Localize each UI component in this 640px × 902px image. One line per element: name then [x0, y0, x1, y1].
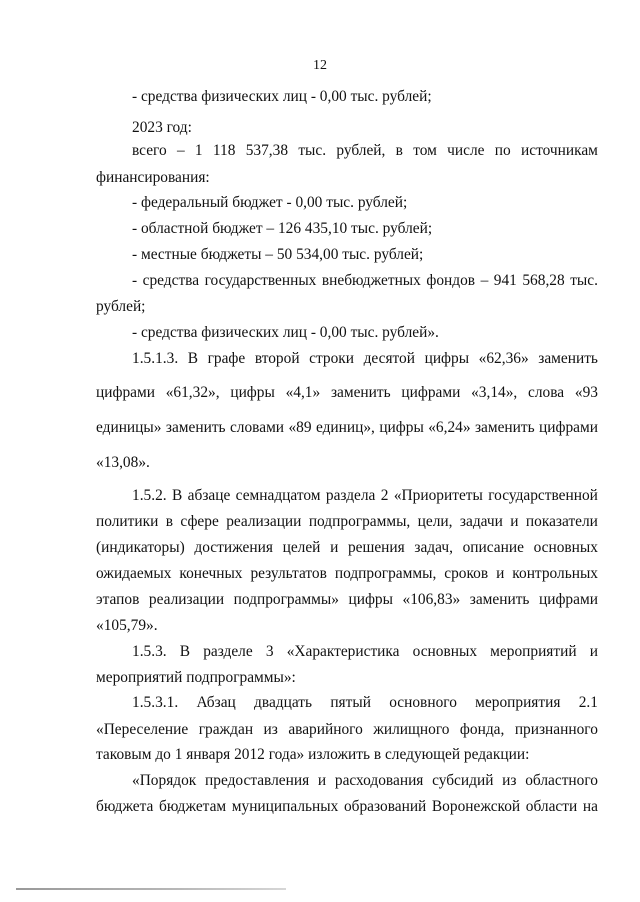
word: 118: [212, 142, 236, 159]
word: заменить: [474, 419, 535, 436]
word: тыс.: [570, 272, 598, 289]
word: бюджета: [96, 798, 154, 815]
text-line: 2023 год:: [132, 119, 192, 136]
word: -: [132, 272, 138, 289]
word: показатели: [525, 513, 598, 530]
word: 1.5.2.: [132, 487, 167, 504]
word: аварийного: [288, 721, 363, 738]
word: государственной: [488, 487, 598, 504]
word: подпрограммы,: [334, 565, 437, 582]
word: цифры: [424, 350, 470, 367]
word: заменить: [538, 350, 598, 367]
word: по: [494, 142, 511, 159]
text-line: [96, 564, 598, 584]
word: «Порядок: [132, 772, 197, 789]
word: задач,: [414, 539, 453, 556]
word: области: [525, 798, 578, 815]
word: Воронежской: [431, 798, 521, 815]
word: решения: [347, 539, 405, 556]
word: «6,24»: [428, 419, 471, 436]
word: семнадцатом: [235, 487, 321, 504]
text-line: [132, 486, 598, 506]
text-line: рублей;: [96, 298, 146, 315]
text-line: «105,79».: [96, 617, 158, 634]
word: субсидий: [432, 772, 494, 789]
word: основных: [533, 539, 598, 556]
word: цифрами: [96, 384, 155, 401]
word: основных: [412, 643, 478, 660]
word: цифры: [379, 419, 424, 436]
word: «4,1»: [285, 384, 321, 401]
word: описание: [462, 539, 524, 556]
word: рублей,: [336, 142, 386, 159]
word: конечных: [179, 565, 243, 582]
word: предоставления: [205, 772, 310, 789]
text-line: [132, 693, 598, 713]
text-line: [96, 590, 598, 610]
text-line: [132, 141, 598, 161]
word: целей: [282, 539, 321, 556]
word: Абзац: [196, 694, 236, 711]
word: В: [179, 643, 191, 660]
word: числе: [447, 142, 485, 159]
word: графе: [207, 350, 246, 367]
word: фондов: [426, 272, 476, 289]
word: государственных: [204, 272, 317, 289]
word: цифрами: [538, 591, 598, 608]
word: «62,36»: [478, 350, 529, 367]
word: средства: [142, 272, 200, 289]
text-line: [96, 418, 598, 438]
text-line: - средства физических лиц - 0,00 тыс. рублей;: [132, 88, 432, 105]
word: цифры: [230, 384, 275, 401]
word: слова: [528, 384, 565, 401]
word: раздела: [325, 487, 376, 504]
word: на: [582, 798, 598, 815]
word: том: [413, 142, 437, 159]
word: «93: [574, 384, 598, 401]
word: «89: [288, 419, 312, 436]
word: цифрами: [539, 419, 598, 436]
word: образований: [343, 798, 427, 815]
word: «106,83»: [402, 591, 461, 608]
word: 3: [265, 643, 274, 660]
word: граждан: [198, 721, 254, 738]
word: задачи: [459, 513, 503, 530]
word: десятой: [363, 350, 415, 367]
text-line: [132, 349, 598, 369]
word: достижения: [194, 539, 273, 556]
word: цифры: [348, 591, 393, 608]
word: реализации: [148, 591, 225, 608]
word: «Характеристика: [286, 643, 400, 660]
word: тыс.: [298, 142, 327, 159]
word: –: [176, 142, 185, 159]
word: сроков: [444, 565, 489, 582]
word: бюджетам: [159, 798, 227, 815]
word: подпрограммы»: [233, 591, 339, 608]
word: в: [165, 513, 174, 530]
word: единиц»,: [315, 419, 375, 436]
word: заменить: [165, 419, 226, 436]
word: расходования: [334, 772, 424, 789]
text-line: - местные бюджеты – 50 534,00 тыс. рублей;: [132, 246, 424, 263]
word: и: [496, 565, 505, 582]
word: в: [395, 142, 403, 159]
word: 2.1: [578, 694, 598, 711]
word: 568,28: [522, 272, 565, 289]
word: заменить: [469, 591, 530, 608]
word: (индикаторы): [96, 539, 185, 556]
word: из: [263, 721, 278, 738]
text-line: [132, 642, 598, 662]
word: и: [317, 772, 327, 789]
word: фонда,: [459, 721, 505, 738]
word: В: [172, 487, 183, 504]
word: результатов: [250, 565, 327, 582]
text-line: - федеральный бюджет - 0,00 тыс. рублей;: [132, 194, 408, 211]
text-line: - областной бюджет – 126 435,10 тыс. рублей;: [132, 220, 433, 237]
text-line: - средства физических лиц - 0,00 тыс. рублей».: [132, 324, 439, 341]
word: источникам: [521, 142, 598, 159]
word: мероприятий: [490, 643, 577, 660]
word: из: [502, 772, 517, 789]
word: цели,: [417, 513, 453, 530]
word: областного: [525, 772, 598, 789]
word: муниципальных: [231, 798, 339, 815]
word: и: [589, 643, 598, 660]
word: «61,32»,: [165, 384, 220, 401]
text-line: [132, 771, 598, 791]
word: «Приоритеты: [393, 487, 483, 504]
text-line: [96, 720, 598, 740]
word: «3,14»,: [471, 384, 518, 401]
word: цифрами: [401, 384, 461, 401]
text-line: [96, 797, 598, 817]
word: «Переселение: [96, 721, 189, 738]
word: основного: [389, 694, 457, 711]
word: внебюджетных: [321, 272, 421, 289]
word: двадцать: [254, 694, 313, 711]
word: мероприятия: [475, 694, 561, 711]
text-line: «13,08».: [96, 454, 150, 471]
text-line: финансирования:: [96, 169, 210, 186]
word: подпрограммы,: [308, 513, 411, 530]
word: единицы»: [96, 419, 162, 436]
word: сфере: [180, 513, 219, 530]
word: строки: [309, 350, 354, 367]
scan-artifact-line: [16, 888, 286, 890]
word: 537,38: [245, 142, 289, 159]
word: абзаце: [187, 487, 231, 504]
text-line: [96, 538, 598, 558]
word: 1: [194, 142, 203, 159]
word: контрольных: [512, 565, 598, 582]
word: реализации: [226, 513, 302, 530]
word: пятый: [330, 694, 371, 711]
word: политики: [96, 513, 159, 530]
word: 2: [380, 487, 389, 504]
word: ожидаемых: [96, 565, 172, 582]
word: 1.5.1.3.: [132, 350, 179, 367]
word: 1.5.3.: [132, 643, 167, 660]
word: В: [187, 350, 199, 367]
page-number: 12: [313, 58, 327, 73]
text-line: [96, 383, 598, 403]
word: всего: [132, 142, 167, 159]
word: жилищного: [373, 721, 450, 738]
word: 1.5.3.1.: [132, 694, 179, 711]
word: 941: [493, 272, 517, 289]
text-line: [132, 271, 598, 291]
word: разделе: [203, 643, 253, 660]
word: и: [330, 539, 339, 556]
word: словами: [229, 419, 285, 436]
word: признанного: [514, 721, 598, 738]
word: этапов: [96, 591, 140, 608]
text-line: таковым до 1 января 2012 года» изложить в следующей редакции:: [96, 746, 530, 763]
word: –: [480, 272, 489, 289]
word: заменить: [330, 384, 391, 401]
text-line: [96, 512, 598, 532]
word: и: [510, 513, 519, 530]
word: второй: [254, 350, 300, 367]
text-line: мероприятий подпрограммы»:: [96, 669, 296, 686]
